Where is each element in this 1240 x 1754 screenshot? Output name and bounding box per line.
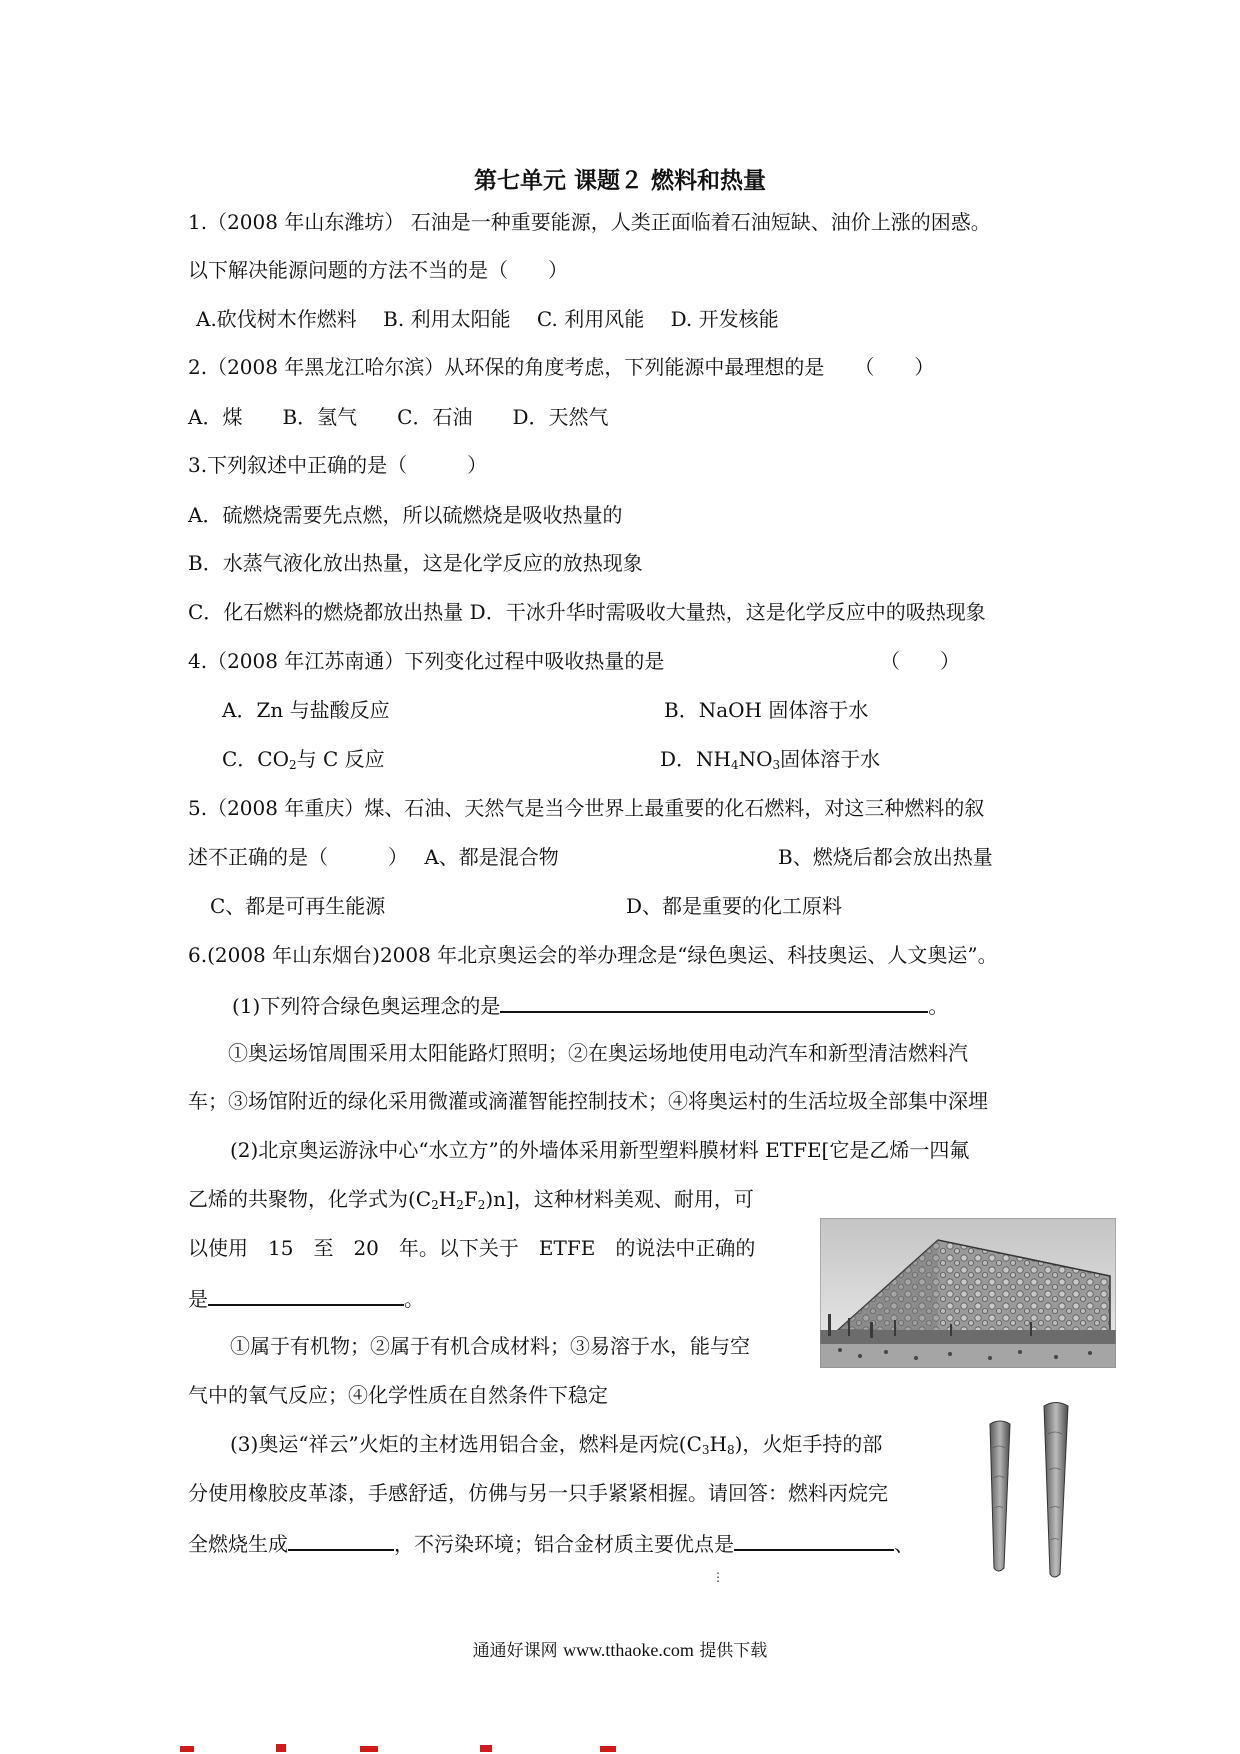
q5-option-b: B、燃烧后都会放出热量 [778,845,993,869]
q1-line2: 以下解决能源问题的方法不当的是（ ） [188,258,568,282]
q3-option-b: B．水蒸气液化放出热量，这是化学反应的放热现象 [188,551,643,575]
q1-options: A.砍伐树木作燃料 B. 利用太阳能 C. 利用风能 D. 开发核能 [196,307,779,331]
q4-line1: 4.（2008 年江苏南通）下列变化过程中吸收热量的是 [188,649,665,673]
q2-options: A．煤 B．氢气 C．石油 D．天然气 [188,405,609,429]
q2-line1: 2.（2008 年黑龙江哈尔滨）从环保的角度考虑，下列能源中最理想的是 （ ） [188,355,935,379]
red-scan-marks [180,1744,700,1754]
q5-line2: 述不正确的是（ ） A、都是混合物 [188,845,559,869]
footer-site-name: 通通好课网 [472,1641,558,1661]
q6-part1: (1)下列符合绿色奥运理念的是 。 [232,990,948,1020]
q3-option-a: A．硫燃烧需要先点燃，所以硫燃烧是吸收热量的 [188,503,623,527]
water-cube-photo [820,1218,1116,1368]
q3-option-cd: C．化石燃料的燃烧都放出热量 D．干冰升华时需吸收大量热，这是化学反应中的吸热现象 [188,600,986,624]
footer [0,1636,1240,1661]
stray-dots: ⋮ [712,1570,724,1584]
q6-part3-blank-product[interactable] [288,1528,394,1551]
q6-part1-items2: 车；③场馆附近的绿化采用微灌或滴灌智能控制技术；④将奥运村的生活垃圾全部集中深埋 [188,1089,988,1113]
torch-image-right [1040,1400,1072,1582]
q6-part3-blank-advantage[interactable] [734,1528,894,1551]
q5-line1: 5.（2008 年重庆）煤、石油、天然气是当今世界上最重要的化石燃料，对这三种燃料的叙 [188,796,985,820]
page-title: 第七单元 课题２ 燃料和热量 [473,168,766,194]
q4-option-d: D．$NH_4NO_3$固体溶于水 [660,747,881,772]
q4-option-b: B．NaOH 固体溶于水 [664,698,869,722]
q6-part1-blank[interactable] [500,990,928,1013]
q5-option-d: D、都是重要的化工原料 [626,894,843,918]
q6-part3-line3: 全燃烧生成 ，不污染环境；铝合金材质主要优点是 、 [188,1528,914,1558]
q6-part3-line2: 分使用橡胶皮革漆，手感舒适，仿佛与另一只手紧紧相握。请回答：燃料丙烷完 [188,1481,888,1505]
q6-part3-line1: (3)奥运“祥云”火炬的主材选用铝合金，燃料是丙烷$(C_3H_8)$，火炬手持的部 [230,1432,883,1457]
q4-paren: （ ） [880,649,960,673]
q6-intro: 6.(2008 年山东烟台)2008 年北京奥运会的举办理念是“绿色奥运、科技奥运、人文奥运”。 [188,943,998,967]
q4-option-c: C．$CO_2$与 C 反应 [222,747,385,772]
q6-part2-line1: (2)北京奥运游泳中心“水立方”的外墙体采用新型塑料膜材料 ETFE[它是乙烯一四氟 [230,1138,970,1162]
footer-url[interactable]: www.tthaoke.com [563,1640,694,1660]
q6-part2-line3: 以使用 15 至 20 年。以下关于 ETFE 的说法中正确的 [188,1236,756,1260]
torch-image-left [986,1418,1014,1576]
q6-part2-line4: 是 。 [188,1283,424,1313]
q3-line1: 3.下列叙述中正确的是（ ） [188,453,488,477]
q6-part1-items1: ①奥运场馆周围采用太阳能路灯照明；②在奥运场地使用电动汽车和新型清洁燃料汽 [228,1041,968,1065]
q5-option-c: C、都是可再生能源 [210,894,386,918]
q4-option-a: A．Zn 与盐酸反应 [222,698,390,722]
q6-part2-line2: 乙烯的共聚物，化学式为$(C_2H_2F_2)n$]，这种材料美观、耐用，可 [188,1187,754,1212]
q6-part2-items1: ①属于有机物；②属于有机合成材料；③易溶于水，能与空 [230,1334,750,1358]
q6-part2-items2: 气中的氧气反应；④化学性质在自然条件下稳定 [188,1383,608,1407]
q6-part2-blank[interactable] [208,1283,404,1306]
q1-line1: 1.（2008 年山东潍坊） 石油是一种重要能源，人类正面临着石油短缺、油价上涨的困惑。 [188,210,991,234]
footer-download: 提供下载 [699,1641,768,1661]
